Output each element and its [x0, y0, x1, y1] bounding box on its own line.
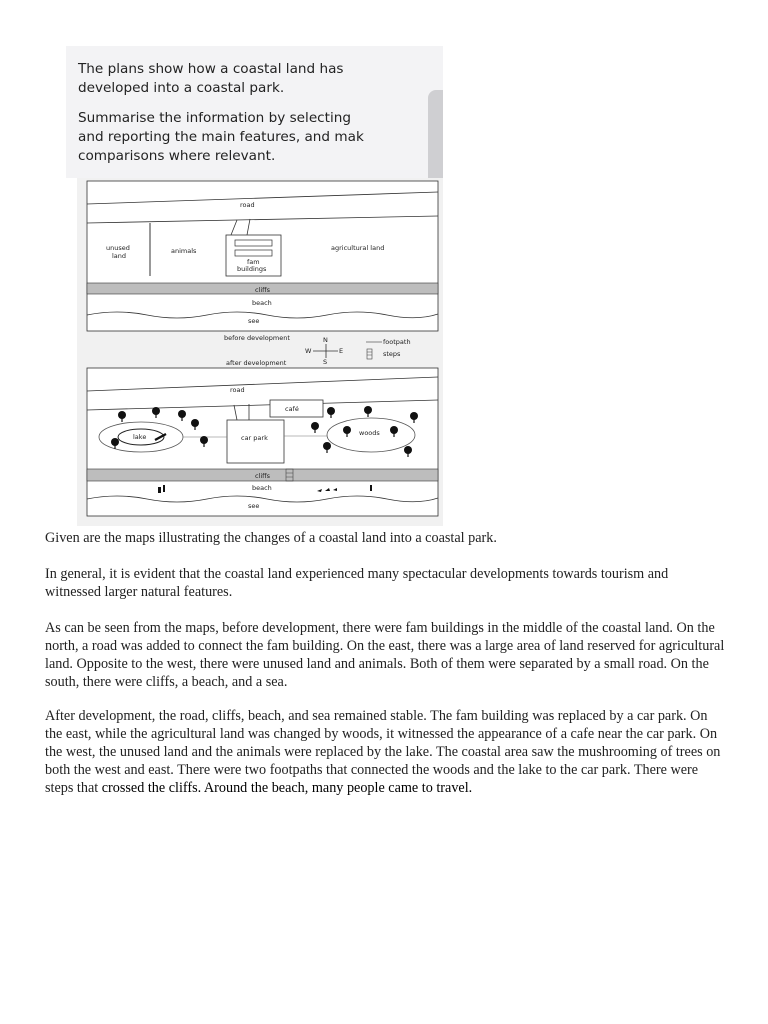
- prompt-line-4: and reporting the main features, and mak: [78, 129, 364, 145]
- before-unused-label-1: unused: [106, 244, 130, 252]
- compass-east: E: [339, 347, 344, 355]
- before-fam-label-2: buildings: [237, 265, 267, 273]
- prompt-line-2: developed into a coastal park.: [78, 80, 285, 96]
- after-beach-label: beach: [252, 484, 272, 492]
- essay-body-2-part-2: crossed the cliffs. Around the beach, many people came to travel.: [101, 780, 473, 796]
- essay-body-1: As can be seen from the maps, before development, there were fam buildings in the middle of the coastal land. On the north, a road was added to connect the fam building. On the east, there was a large area of land reserved for agricultural land. Opposite to the west, there were unused land and animals. Both of them were separated by a small road. On the south, there were cliffs, a beach, and a sea.: [45, 620, 725, 690]
- steps-icon: [367, 349, 372, 359]
- before-animals-label: animals: [171, 247, 197, 255]
- after-road-label: road: [230, 386, 245, 394]
- compass-west: W: [305, 347, 312, 355]
- after-cliffs-label: cliffs: [255, 472, 271, 480]
- prompt-line-5: comparisons where relevant.: [78, 148, 276, 164]
- before-road-label: road: [240, 201, 255, 209]
- coastal-maps: [77, 178, 443, 526]
- before-development-label: before development: [224, 334, 290, 342]
- steps-legend-label: steps: [383, 350, 401, 358]
- essay-body-2: [45, 707, 725, 797]
- footpath-legend-label: footpath: [383, 338, 411, 346]
- task-prompt-2: [78, 109, 364, 166]
- before-cliffs-label: cliffs: [255, 286, 271, 294]
- task-prompt-1: [78, 60, 344, 98]
- cafe-label: café: [285, 405, 299, 413]
- before-agri-label: agricultural land: [331, 244, 385, 252]
- map-before: [87, 181, 438, 331]
- before-beach-label: beach: [252, 299, 272, 307]
- before-unused-label-2: land: [112, 252, 127, 260]
- map-after: [87, 368, 438, 516]
- essay-body-2-part-1: After development, the road, cliffs, beach, and sea remained stable. The fam building was replaced by a car park. On the east, while the agricultural land was changed by woods, it witnessed the appearance of a cafe near the car park. On the west, the unused land and the animals were replaced by the lake. The coastal area saw the mushrooming of trees on both the west and east. There were two footpaths that connected the woods and the lake to the car park. There were steps that: [45, 708, 721, 796]
- before-sea-label: see: [248, 317, 260, 325]
- compass-north: N: [323, 336, 328, 344]
- prompt-line-3: Summarise the information by selecting: [78, 110, 352, 126]
- car-park-label: car park: [241, 434, 268, 442]
- prompt-line-1: The plans show how a coastal land has: [78, 61, 344, 77]
- woods-label: woods: [359, 429, 380, 437]
- before-fam-label-1: fam: [247, 258, 260, 266]
- map-legend: [224, 334, 411, 367]
- essay-intro: Given are the maps illustrating the changes of a coastal land into a coastal park.: [45, 530, 497, 546]
- after-development-label: after development: [226, 359, 287, 367]
- essay-overview: In general, it is evident that the coastal land experienced many spectacular developments towards tourism and witnessed larger natural features.: [45, 566, 669, 600]
- after-sea-label: see: [248, 502, 260, 510]
- compass-south: S: [323, 358, 328, 366]
- lake-label: lake: [133, 433, 147, 441]
